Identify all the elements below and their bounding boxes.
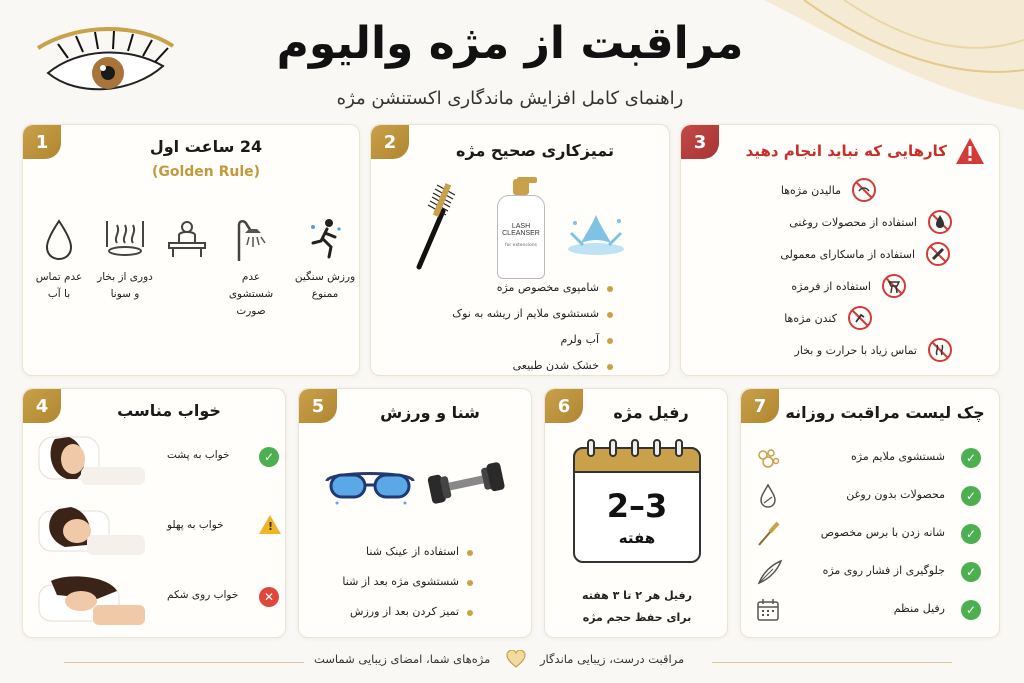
card-dont-do <box>680 124 1000 376</box>
list-item: آب ولرم <box>423 333 613 346</box>
warning-triangle-icon <box>955 137 985 165</box>
pulling-lashes-icon <box>847 305 873 331</box>
sauna-icon <box>165 217 209 261</box>
cleaning-steps-list <box>423 281 613 376</box>
checklist-label: رفیل منظم <box>893 602 945 615</box>
card5-title: شنا و ورزش <box>380 403 480 422</box>
page-title: مراقبت از مژه والیوم <box>276 18 744 69</box>
card1-title: 24 ساعت اول <box>149 137 263 156</box>
checklist-label: جلوگیری از فشار روی مژه <box>822 564 945 577</box>
no-face-wash-label: عدم شستشوی صورت <box>228 271 274 317</box>
sleep-side-label: خواب به پهلو <box>167 519 224 531</box>
list-item <box>781 177 877 203</box>
list-item: استفاده از عینک شنا <box>313 545 473 558</box>
footer-slogan-right: مراقبت درست، زیبایی ماندگار <box>540 652 685 666</box>
heart-icon <box>506 650 526 668</box>
dont-item-label: مالیدن مژه‌ها <box>780 183 841 197</box>
card-number-badge: 4 <box>23 389 61 423</box>
footer-divider-right <box>712 662 952 663</box>
card-number-badge: 5 <box>299 389 337 423</box>
no-face-wash-item <box>219 217 283 319</box>
check-icon: ✓ <box>961 562 981 582</box>
swim-goggles-icon <box>325 461 415 507</box>
list-item: شستشوی مژه بعد از شنا <box>313 575 473 588</box>
page-subtitle: راهنمای کامل افزایش ماندگاری اکستنشن مژه <box>336 88 684 109</box>
calendar-small-icon <box>755 597 781 623</box>
oil-drop-icon <box>755 483 781 509</box>
card-proper-sleep <box>22 388 286 638</box>
water-drop-icon <box>41 217 77 261</box>
card-daily-checklist <box>740 388 1000 638</box>
calendar-value: 2–3 <box>606 487 668 525</box>
no-water-contact-label: عدم تماس با آب <box>35 271 83 300</box>
checklist-label: شانه زدن با برس مخصوص <box>820 526 945 539</box>
swim-tips-list <box>313 545 473 631</box>
card-number-badge: 7 <box>741 389 779 423</box>
list-item <box>795 337 953 363</box>
card-number-badge: 2 <box>371 125 409 159</box>
spoolie-brush-icon <box>755 521 781 547</box>
card-number-badge: 1 <box>23 125 61 159</box>
checklist-row <box>751 521 991 547</box>
golden-rule-label: (Golden Rule) <box>151 164 261 180</box>
dont-item-label: استفاده از فرمژه <box>791 279 871 293</box>
sleep-side-row <box>37 499 277 559</box>
card2-title: تمیزکاری صحیح مژه <box>456 141 614 160</box>
sleep-back-label: خواب به پشت <box>167 449 230 461</box>
calendar-icon <box>573 439 701 563</box>
lash-brush-icon <box>407 181 457 271</box>
water-splash-icon <box>561 209 631 259</box>
card3-header <box>729 137 985 165</box>
no-water-contact-item <box>27 217 91 303</box>
card-proper-cleaning <box>370 124 670 376</box>
steam-icon <box>103 217 147 261</box>
refill-caption-line2: برای حفظ حجم مژه <box>582 611 692 624</box>
card4-title: خواب مناسب <box>117 401 221 420</box>
footer-slogan-left: مژه‌های شما، امضای زیبایی شماست <box>314 652 491 666</box>
list-item: شامپوی مخصوص مژه <box>423 281 613 294</box>
cross-icon: ✕ <box>259 587 279 607</box>
checklist-label: محصولات بدون روغن <box>846 488 945 501</box>
eye-logo-icon <box>28 18 178 108</box>
card-swim-exercise <box>298 388 532 638</box>
footer-divider-left <box>64 662 304 663</box>
warning-icon: ! <box>259 515 281 534</box>
woman-sleeping-stomach-icon <box>37 569 147 627</box>
shower-icon <box>231 217 271 261</box>
mascara-icon <box>925 241 951 267</box>
sauna-item <box>155 217 219 269</box>
steam-sauna-item <box>93 217 157 303</box>
dumbbell-icon <box>425 459 507 505</box>
foam-bubbles-icon <box>755 445 781 471</box>
sleep-back-row <box>37 429 277 489</box>
list-item <box>784 305 873 331</box>
heat-steam-icon <box>927 337 953 363</box>
rubbing-eye-icon <box>851 177 877 203</box>
feather-icon <box>755 559 783 587</box>
woman-sleeping-side-icon <box>37 499 147 557</box>
card3-title: کارهایی که نباید انجام دهید <box>745 142 947 160</box>
check-icon: ✓ <box>961 486 981 506</box>
sleep-stomach-label: خواب روی شکم <box>167 589 239 601</box>
checklist-row <box>751 483 991 509</box>
card-number-badge: 6 <box>545 389 583 423</box>
card7-title: چک لیست مراقبت روزانه <box>785 403 985 422</box>
check-icon: ✓ <box>961 524 981 544</box>
sleep-stomach-row <box>37 569 277 629</box>
bottle-small-label: for extensions <box>505 243 537 248</box>
list-item <box>791 273 907 299</box>
card-title <box>63 137 349 180</box>
heavy-exercise-item <box>293 217 357 303</box>
list-item <box>789 209 953 235</box>
card-lash-refill <box>544 388 728 638</box>
oil-product-icon <box>927 209 953 235</box>
card-first-24-hours <box>22 124 360 376</box>
checklist-row <box>751 445 991 471</box>
card6-title: رفیل مژه <box>613 403 689 422</box>
card-number-badge: 3 <box>681 125 719 159</box>
checklist-row <box>751 559 991 585</box>
check-icon: ✓ <box>961 600 981 620</box>
running-icon <box>307 217 343 261</box>
dont-item-label: استفاده از محصولات روغنی <box>789 215 917 229</box>
dont-item-label: استفاده از ماسکارای معمولی <box>780 247 915 261</box>
woman-sleeping-back-icon <box>37 429 147 487</box>
list-item: خشک شدن طبیعی <box>423 359 613 372</box>
check-icon: ✓ <box>259 447 279 467</box>
dont-item-label: کندن مژه‌ها <box>784 311 837 325</box>
refill-caption-line1: رفیل هر ۲ تا ۳ هفته <box>582 589 692 602</box>
checklist-row <box>751 597 991 623</box>
list-item <box>780 241 951 267</box>
dont-item-label: تماس زیاد با حرارت و بخار <box>794 343 917 357</box>
lash-curler-icon <box>881 273 907 299</box>
lash-cleanser-bottle <box>495 179 547 279</box>
check-icon: ✓ <box>961 448 981 468</box>
calendar-unit: هفته <box>618 529 656 547</box>
checklist-label: شستشوی ملایم مژه <box>850 450 945 463</box>
list-item: شستشوی ملایم از ریشه به نوک <box>423 307 613 320</box>
steam-sauna-label: دوری از بخار و سونا <box>97 271 153 300</box>
list-item: تمیز کردن بعد از ورزش <box>313 605 473 618</box>
bottle-label: LASH CLEANSER <box>502 223 540 237</box>
heavy-exercise-label: ورزش سنگین ممنوع <box>294 271 356 300</box>
